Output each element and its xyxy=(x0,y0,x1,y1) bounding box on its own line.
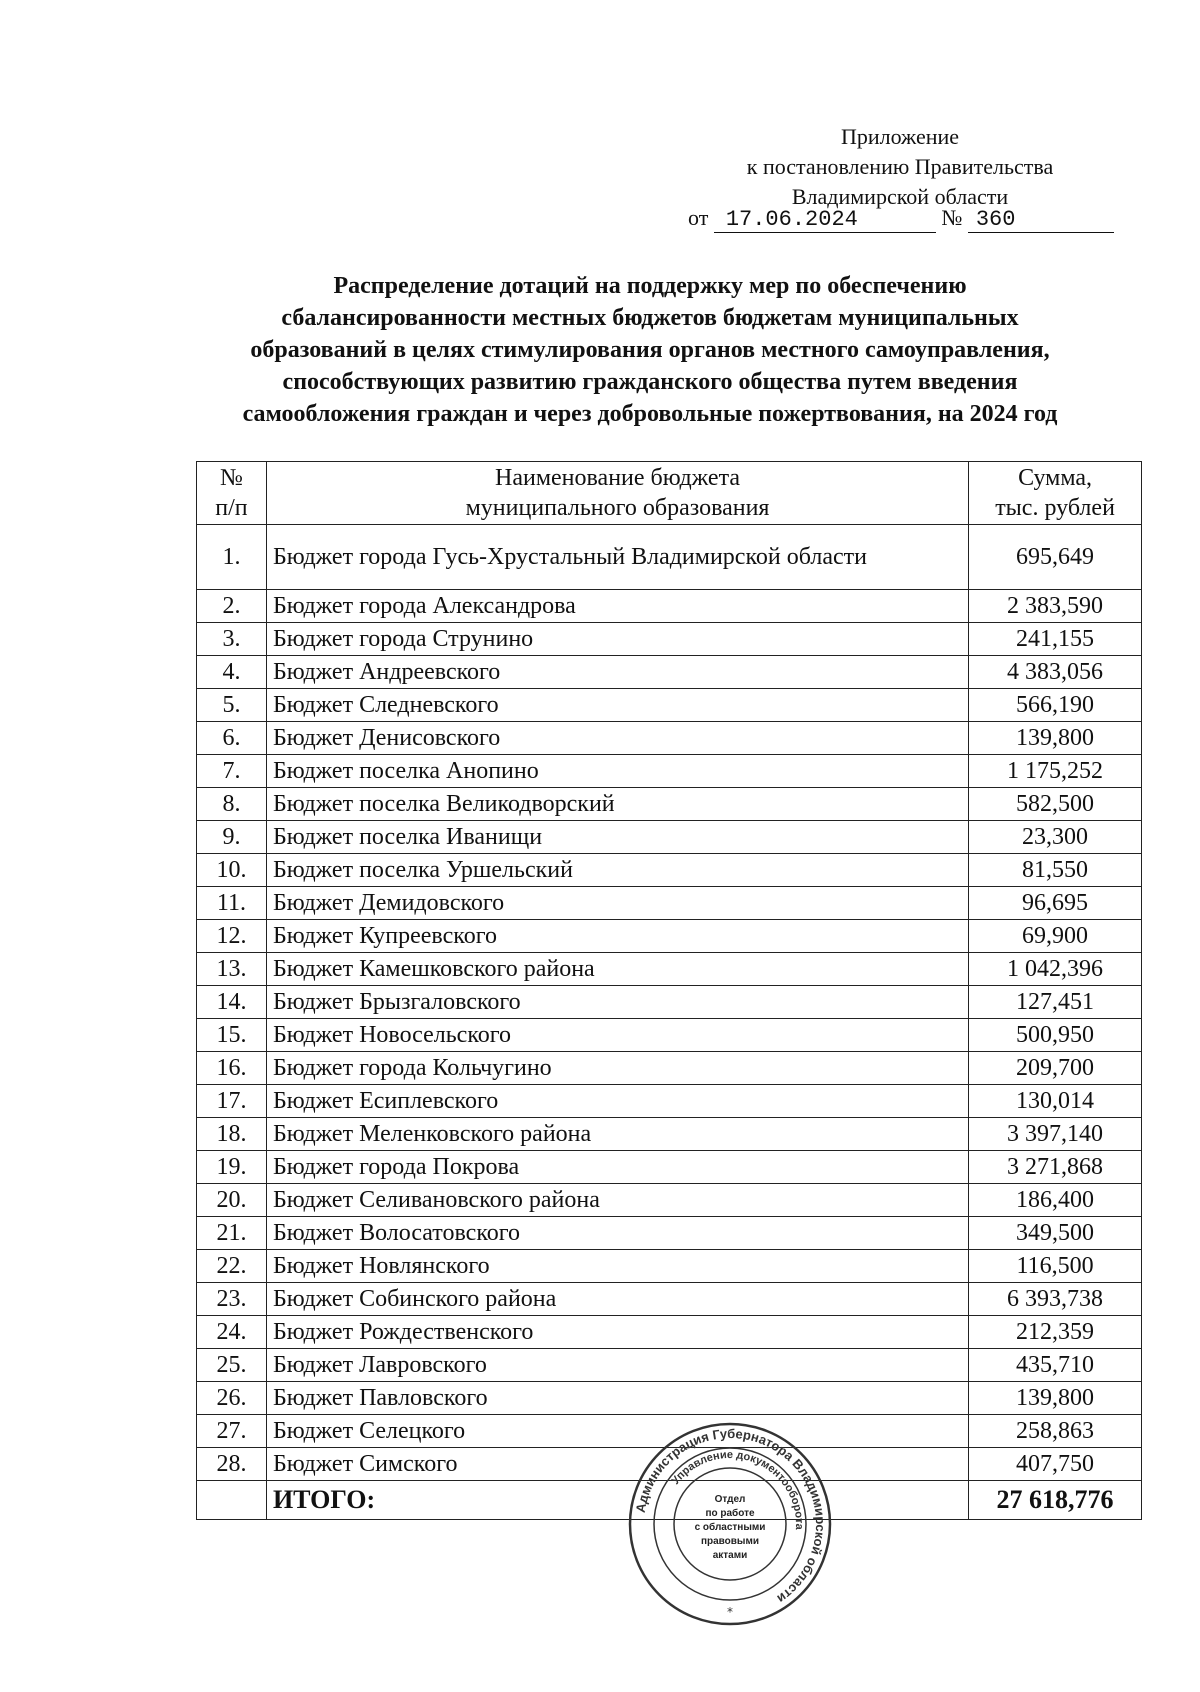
table-row xyxy=(197,1118,1142,1151)
row-budget-name: Бюджет Симского xyxy=(266,1448,968,1481)
row-budget-name: Бюджет города Кольчугино xyxy=(266,1052,968,1085)
row-sum: 2 383,590 xyxy=(969,590,1142,623)
row-sum: 139,800 xyxy=(969,1382,1142,1415)
table-row xyxy=(197,1085,1142,1118)
title-line: сбалансированности местных бюджетов бюджетам муниципальных xyxy=(281,305,1019,331)
row-budget-name: Бюджет Есиплевского xyxy=(266,1085,968,1118)
row-number: 25. xyxy=(197,1349,267,1382)
title-line: Распределение дотаций на поддержку мер по обеспечению xyxy=(333,273,967,299)
table-row xyxy=(197,854,1142,887)
row-sum: 23,300 xyxy=(969,821,1142,854)
table-row xyxy=(197,920,1142,953)
row-sum: 407,750 xyxy=(969,1448,1142,1481)
seal-center-line: правовыми xyxy=(700,1536,760,1547)
appendix-label: Приложение xyxy=(840,124,960,149)
row-sum: 116,500 xyxy=(969,1250,1142,1283)
row-budget-name: Бюджет Камешковского района xyxy=(266,953,968,986)
seal-center-line: с областными xyxy=(694,1522,766,1533)
header-text: № xyxy=(220,465,243,491)
row-sum: 582,500 xyxy=(969,788,1142,821)
row-sum: 566,190 xyxy=(969,689,1142,722)
row-budget-name: Бюджет Демидовского xyxy=(266,887,968,920)
table-row xyxy=(197,1052,1142,1085)
row-budget-name: Бюджет поселка Иванищи xyxy=(266,821,968,854)
row-sum: 69,900 xyxy=(969,920,1142,953)
row-sum: 6 393,738 xyxy=(969,1283,1142,1316)
row-sum: 695,649 xyxy=(969,525,1142,590)
table-row xyxy=(197,722,1142,755)
row-number: 4. xyxy=(197,656,267,689)
row-number: 24. xyxy=(197,1316,267,1349)
table-row xyxy=(197,887,1142,920)
document-title xyxy=(150,270,1150,430)
row-number: 10. xyxy=(197,854,267,887)
row-number: 28. xyxy=(197,1448,267,1481)
date-prefix: от xyxy=(688,205,709,230)
table-row xyxy=(197,689,1142,722)
row-budget-name: Бюджет Следневского xyxy=(266,689,968,722)
row-budget-name: Бюджет Брызгаловского xyxy=(266,986,968,1019)
row-budget-name: Бюджет Волосатовского xyxy=(266,1217,968,1250)
row-sum: 500,950 xyxy=(969,1019,1142,1052)
row-sum: 81,550 xyxy=(969,854,1142,887)
header-text: п/п xyxy=(215,495,248,521)
row-budget-name: Бюджет Рождественского xyxy=(266,1316,968,1349)
table-row xyxy=(197,623,1142,656)
row-sum: 3 271,868 xyxy=(969,1151,1142,1184)
table-row xyxy=(197,953,1142,986)
row-sum: 209,700 xyxy=(969,1052,1142,1085)
table-row xyxy=(197,755,1142,788)
seal-inner-text: Управление документооборота xyxy=(669,1448,806,1530)
table-row xyxy=(197,1349,1142,1382)
header-text: Сумма, xyxy=(1018,465,1093,491)
row-budget-name: Бюджет Павловского xyxy=(266,1382,968,1415)
header-text: муниципального образования xyxy=(465,495,770,521)
document-number: 360 xyxy=(968,208,1114,233)
total-label: ИТОГО: xyxy=(266,1481,968,1520)
row-number: 21. xyxy=(197,1217,267,1250)
title-line: способствующих развитию гражданского общества путем введения xyxy=(282,369,1018,395)
row-budget-name: Бюджет Лавровского xyxy=(266,1349,968,1382)
row-sum: 139,800 xyxy=(969,722,1142,755)
row-sum: 349,500 xyxy=(969,1217,1142,1250)
row-number: 3. xyxy=(197,623,267,656)
resolution-reference: к постановлению Правительства xyxy=(746,154,1054,179)
row-budget-name: Бюджет Новосельского xyxy=(266,1019,968,1052)
row-number: 14. xyxy=(197,986,267,1019)
table-row xyxy=(197,986,1142,1019)
row-number: 6. xyxy=(197,722,267,755)
row-sum: 186,400 xyxy=(969,1184,1142,1217)
row-number: 19. xyxy=(197,1151,267,1184)
table-row xyxy=(197,525,1142,590)
row-budget-name: Бюджет Селецкого xyxy=(266,1415,968,1448)
total-num-cell xyxy=(197,1481,267,1520)
row-sum: 4 383,056 xyxy=(969,656,1142,689)
row-number: 7. xyxy=(197,755,267,788)
total-sum: 27 618,776 xyxy=(969,1481,1142,1520)
row-budget-name: Бюджет города Покрова xyxy=(266,1151,968,1184)
row-budget-name: Бюджет города Гусь-Хрустальный Владимирской области xyxy=(266,525,968,590)
seal-center-line: Отдел xyxy=(714,1494,746,1505)
row-sum: 3 397,140 xyxy=(969,1118,1142,1151)
row-number: 12. xyxy=(197,920,267,953)
row-budget-name: Бюджет Андреевского xyxy=(266,656,968,689)
row-number: 18. xyxy=(197,1118,267,1151)
row-budget-name: Бюджет Собинского района xyxy=(266,1283,968,1316)
row-number: 5. xyxy=(197,689,267,722)
seal-center-line: актами xyxy=(712,1550,748,1561)
table-header-row xyxy=(197,462,1142,525)
row-number: 22. xyxy=(197,1250,267,1283)
table-body xyxy=(197,525,1142,1481)
row-budget-name: Бюджет Новлянского xyxy=(266,1250,968,1283)
table-row xyxy=(197,1316,1142,1349)
row-number: 8. xyxy=(197,788,267,821)
row-number: 2. xyxy=(197,590,267,623)
document-date-number xyxy=(688,205,1114,233)
row-sum: 1 175,252 xyxy=(969,755,1142,788)
row-sum: 1 042,396 xyxy=(969,953,1142,986)
row-budget-name: Бюджет поселка Анопино xyxy=(266,755,968,788)
row-budget-name: Бюджет города Александрова xyxy=(266,590,968,623)
table-row xyxy=(197,821,1142,854)
number-prefix: № xyxy=(941,205,963,230)
row-sum: 212,359 xyxy=(969,1316,1142,1349)
row-number: 17. xyxy=(197,1085,267,1118)
column-header-sum xyxy=(969,462,1142,525)
table-row xyxy=(197,1250,1142,1283)
title-line: самообложения граждан и через добровольные пожертвования, на 2024 год xyxy=(242,401,1058,427)
table-row xyxy=(197,1151,1142,1184)
document-date: 17.06.2024 xyxy=(714,208,936,233)
table-row xyxy=(197,1019,1142,1052)
row-number: 27. xyxy=(197,1415,267,1448)
table-row xyxy=(197,788,1142,821)
table-row xyxy=(197,1184,1142,1217)
budget-table xyxy=(196,461,1142,1520)
row-sum: 96,695 xyxy=(969,887,1142,920)
row-number: 13. xyxy=(197,953,267,986)
table-row xyxy=(197,1382,1142,1415)
row-sum: 258,863 xyxy=(969,1415,1142,1448)
row-budget-name: Бюджет Денисовского xyxy=(266,722,968,755)
row-number: 1. xyxy=(197,525,267,590)
row-number: 23. xyxy=(197,1283,267,1316)
row-number: 9. xyxy=(197,821,267,854)
appendix-header xyxy=(680,122,1120,212)
table-row xyxy=(197,590,1142,623)
header-text: тыс. рублей xyxy=(995,495,1115,521)
row-number: 15. xyxy=(197,1019,267,1052)
row-number: 26. xyxy=(197,1382,267,1415)
row-budget-name: Бюджет Меленковского района xyxy=(266,1118,968,1151)
row-budget-name: Бюджет поселка Уршельский xyxy=(266,854,968,887)
table-row xyxy=(197,656,1142,689)
row-sum: 127,451 xyxy=(969,986,1142,1019)
official-seal xyxy=(626,1420,834,1628)
row-number: 11. xyxy=(197,887,267,920)
header-text: Наименование бюджета xyxy=(495,465,741,491)
row-sum: 130,014 xyxy=(969,1085,1142,1118)
row-number: 16. xyxy=(197,1052,267,1085)
seal-star-icon: * xyxy=(727,1605,733,1619)
row-budget-name: Бюджет Купреевского xyxy=(266,920,968,953)
row-sum: 435,710 xyxy=(969,1349,1142,1382)
row-budget-name: Бюджет поселка Великодворский xyxy=(266,788,968,821)
row-budget-name: Бюджет Селивановского района xyxy=(266,1184,968,1217)
row-sum: 241,155 xyxy=(969,623,1142,656)
table-row xyxy=(197,1217,1142,1250)
title-line: образований в целях стимулирования органов местного самоуправления, xyxy=(250,337,1050,363)
seal-center-line: по работе xyxy=(705,1508,755,1519)
row-number: 20. xyxy=(197,1184,267,1217)
seal-outer-text: Администрация Губернатора Владимирской области xyxy=(632,1425,829,1607)
table-row xyxy=(197,1283,1142,1316)
region-name: Владимирской области xyxy=(791,184,1009,209)
row-budget-name: Бюджет города Струнино xyxy=(266,623,968,656)
column-header-name xyxy=(266,462,968,525)
column-header-number xyxy=(197,462,267,525)
